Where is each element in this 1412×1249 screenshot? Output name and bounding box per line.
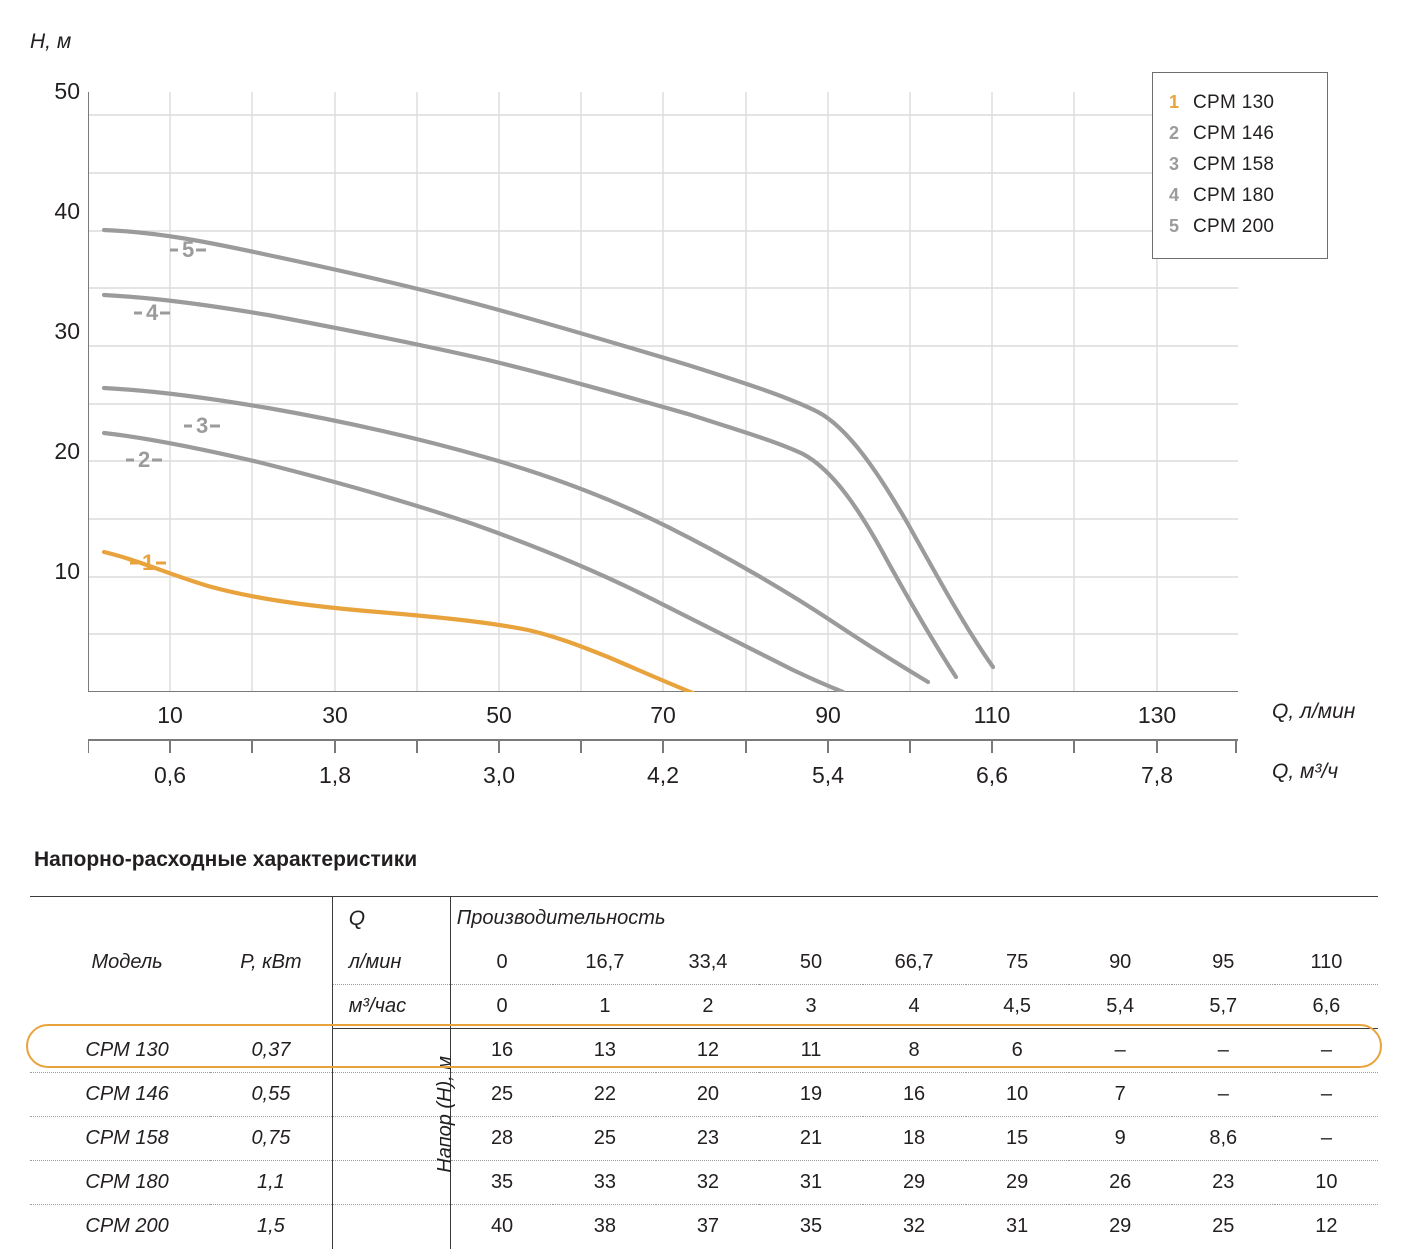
cell-cpm158-8: – <box>1275 1117 1378 1161</box>
x-tick-lpm-10: 10 <box>157 702 183 728</box>
flow-lpm-5: 75 <box>966 941 1069 985</box>
cell-cpm200-4: 32 <box>902 1215 926 1238</box>
table-row[interactable] <box>30 1205 1378 1249</box>
legend-label-cpm-158: CPM 158 <box>1193 154 1275 175</box>
row-model-cpm-200: CPM 200 <box>85 1215 169 1238</box>
flow-lpm-2: 33,4 <box>656 941 759 985</box>
x-tick-lpm-70: 70 <box>650 702 676 728</box>
curve-label-1: 1 <box>142 550 155 575</box>
legend-item-cpm-180 <box>1169 180 1311 211</box>
cell-cpm158-6: 9 <box>1069 1117 1172 1161</box>
legend-item-cpm-200 <box>1169 211 1311 242</box>
legend-number-5: 5 <box>1169 216 1180 236</box>
legend-number-2: 2 <box>1169 123 1180 143</box>
y-tick-40: 40 <box>54 198 80 224</box>
curve-label-3: 3 <box>196 413 209 438</box>
x-axis-unit-lpm: Q, л/мин <box>1272 700 1356 723</box>
x-tick-lpm-50: 50 <box>486 702 512 728</box>
cell-cpm158-1: 25 <box>553 1117 656 1161</box>
y-tick-10: 10 <box>54 558 80 584</box>
flow-lpm-8: 110 <box>1275 941 1378 985</box>
cell-cpm146-2: 20 <box>656 1073 759 1117</box>
cell-cpm130-4: 8 <box>863 1029 966 1073</box>
flow-m3h-1: 1 <box>553 985 656 1029</box>
row-power-cpm-180: 1,1 <box>210 1161 332 1205</box>
cell-cpm146-8: – <box>1275 1073 1378 1117</box>
flow-m3h-3: 3 <box>759 985 862 1029</box>
legend-item-cpm-146 <box>1169 118 1311 149</box>
x-tick-lpm-30: 30 <box>322 702 348 728</box>
cell-cpm158-5: 15 <box>966 1117 1069 1161</box>
curve-label-5: 5 <box>182 237 195 262</box>
table-row[interactable] <box>30 1029 1378 1073</box>
flow-lpm-1: 16,7 <box>553 941 656 985</box>
x-axis-m3h <box>88 744 1238 800</box>
cell-cpm200-8: 12 <box>1315 1215 1338 1238</box>
flow-lpm-4: 66,7 <box>863 941 966 985</box>
x-tick-m3h-3-0: 3,0 <box>483 762 515 788</box>
legend-label-cpm-146: CPM 146 <box>1193 123 1275 144</box>
cell-cpm180-4: 29 <box>863 1161 966 1205</box>
cell-cpm146-3: 19 <box>759 1073 862 1117</box>
cell-cpm158-3: 21 <box>759 1117 862 1161</box>
cell-cpm200-0: 40 <box>450 1205 553 1249</box>
cell-cpm200-7: 25 <box>1212 1215 1235 1238</box>
x-tick-lpm-130: 130 <box>1137 702 1177 728</box>
legend-number-3: 3 <box>1169 154 1180 174</box>
row-power-cpm-146: 0,55 <box>210 1073 332 1117</box>
y-axis-tick-labels <box>22 78 80 692</box>
curve-cpm-130 <box>104 552 728 692</box>
header-performance: Производительность <box>450 897 1378 941</box>
legend-number-4: 4 <box>1169 185 1180 205</box>
cell-cpm200-2: 37 <box>696 1215 720 1238</box>
cell-cpm200-3: 35 <box>799 1215 823 1238</box>
x-tick-lpm-90: 90 <box>815 702 841 728</box>
cell-cpm200-5: 31 <box>1006 1215 1029 1238</box>
header-power: P, кВт <box>210 897 332 1029</box>
cell-cpm180-7: 23 <box>1172 1161 1275 1205</box>
cell-cpm180-1: 33 <box>553 1161 656 1205</box>
plot-area <box>88 92 1238 692</box>
row-model-cpm-180: CPM 180 <box>30 1161 210 1205</box>
cell-cpm130-7: – <box>1172 1029 1275 1073</box>
flow-m3h-8: 6,6 <box>1275 985 1378 1029</box>
cell-cpm130-5: 6 <box>966 1029 1069 1073</box>
x-tick-m3h-4-2: 4,2 <box>647 762 679 788</box>
unit-m3h: м³/час <box>332 985 450 1029</box>
performance-table <box>30 896 1378 1249</box>
legend-number-1: 1 <box>1169 92 1180 112</box>
x-tick-m3h-1-8: 1,8 <box>319 762 351 788</box>
cell-cpm130-2: 12 <box>656 1029 759 1073</box>
flow-m3h-2: 2 <box>656 985 759 1029</box>
y-tick-20: 20 <box>54 438 80 464</box>
flow-lpm-3: 50 <box>759 941 862 985</box>
row-power-cpm-200: 1,5 <box>257 1215 285 1238</box>
cell-cpm146-1: 22 <box>553 1073 656 1117</box>
cell-cpm130-1: 13 <box>553 1029 656 1073</box>
row-model-cpm-130: CPM 130 <box>30 1029 210 1073</box>
table-title: Напорно-расходные характеристики <box>34 848 418 871</box>
y-tick-50: 50 <box>54 78 80 104</box>
napor-axis-label-text: Напор (H), м <box>434 1056 456 1173</box>
row-model-cpm-146: CPM 146 <box>30 1073 210 1117</box>
table-row[interactable] <box>30 1073 1378 1117</box>
legend-label-cpm-180: CPM 180 <box>1193 185 1275 206</box>
cell-cpm130-6: – <box>1069 1029 1172 1073</box>
x-axis-lpm <box>88 694 1238 740</box>
row-model-cpm-158: CPM 158 <box>30 1117 210 1161</box>
y-tick-30: 30 <box>54 318 80 344</box>
legend-item-cpm-130 <box>1169 87 1311 118</box>
cell-cpm130-0: 16 <box>450 1029 553 1073</box>
y-axis-title: H, м <box>30 30 72 53</box>
cell-cpm158-0: 28 <box>450 1117 553 1161</box>
curve-label-2: 2 <box>138 447 151 472</box>
cell-cpm200-6: 29 <box>1109 1215 1132 1238</box>
cell-cpm200-1: 38 <box>593 1215 616 1238</box>
flow-lpm-7: 95 <box>1172 941 1275 985</box>
x-tick-lpm-110: 110 <box>973 702 1011 728</box>
x-axis-unit-m3h: Q, м³/ч <box>1272 760 1339 783</box>
cell-cpm180-5: 29 <box>966 1161 1069 1205</box>
napor-axis-label <box>412 1056 456 1226</box>
flow-m3h-0: 0 <box>450 985 553 1029</box>
x-tick-m3h-0-6: 0,6 <box>154 762 186 788</box>
flow-lpm-0: 0 <box>450 941 553 985</box>
x-tick-m3h-7-8: 7,8 <box>1141 762 1173 788</box>
cell-cpm158-7: 8,6 <box>1172 1117 1275 1161</box>
curve-label-4: 4 <box>146 300 159 325</box>
header-model: Модель <box>30 897 210 1029</box>
flow-m3h-5: 4,5 <box>966 985 1069 1029</box>
cell-cpm130-3: 11 <box>759 1029 862 1073</box>
chart-legend <box>1152 72 1328 259</box>
cell-cpm146-0: 25 <box>450 1073 553 1117</box>
flow-lpm-6: 90 <box>1069 941 1172 985</box>
cell-cpm180-2: 32 <box>656 1161 759 1205</box>
unit-lpm: л/мин <box>332 941 450 985</box>
cell-cpm146-7: – <box>1172 1073 1275 1117</box>
header-q-symbol: Q <box>332 897 450 941</box>
curve-cpm-158 <box>104 388 928 682</box>
flow-m3h-6: 5,4 <box>1069 985 1172 1029</box>
legend-label-cpm-200: CPM 200 <box>1193 216 1275 237</box>
cell-cpm180-6: 26 <box>1069 1161 1172 1205</box>
cell-cpm180-0: 35 <box>450 1161 553 1205</box>
curve-cpm-200 <box>104 230 993 667</box>
legend-item-cpm-158 <box>1169 149 1311 180</box>
row-power-cpm-130: 0,37 <box>210 1029 332 1073</box>
table-row[interactable] <box>30 1117 1378 1161</box>
cell-cpm158-2: 23 <box>656 1117 759 1161</box>
legend-label-cpm-130: CPM 130 <box>1193 92 1275 113</box>
cell-cpm146-4: 16 <box>863 1073 966 1117</box>
grid-vertical <box>170 92 1157 692</box>
cell-cpm146-6: 7 <box>1069 1073 1172 1117</box>
row-power-cpm-158: 0,75 <box>210 1117 332 1161</box>
cell-cpm158-4: 18 <box>863 1117 966 1161</box>
cell-cpm180-8: 10 <box>1275 1161 1378 1205</box>
flow-m3h-7: 5,7 <box>1172 985 1275 1029</box>
cell-cpm130-8: – <box>1275 1029 1378 1073</box>
table-header-row-q <box>30 897 1378 941</box>
table-row[interactable] <box>30 1161 1378 1205</box>
cell-cpm146-5: 10 <box>966 1073 1069 1117</box>
x-tick-m3h-6-6: 6,6 <box>976 762 1008 788</box>
x-tick-m3h-5-4: 5,4 <box>812 762 844 788</box>
cell-cpm180-3: 31 <box>759 1161 862 1205</box>
flow-m3h-4: 4 <box>863 985 966 1029</box>
